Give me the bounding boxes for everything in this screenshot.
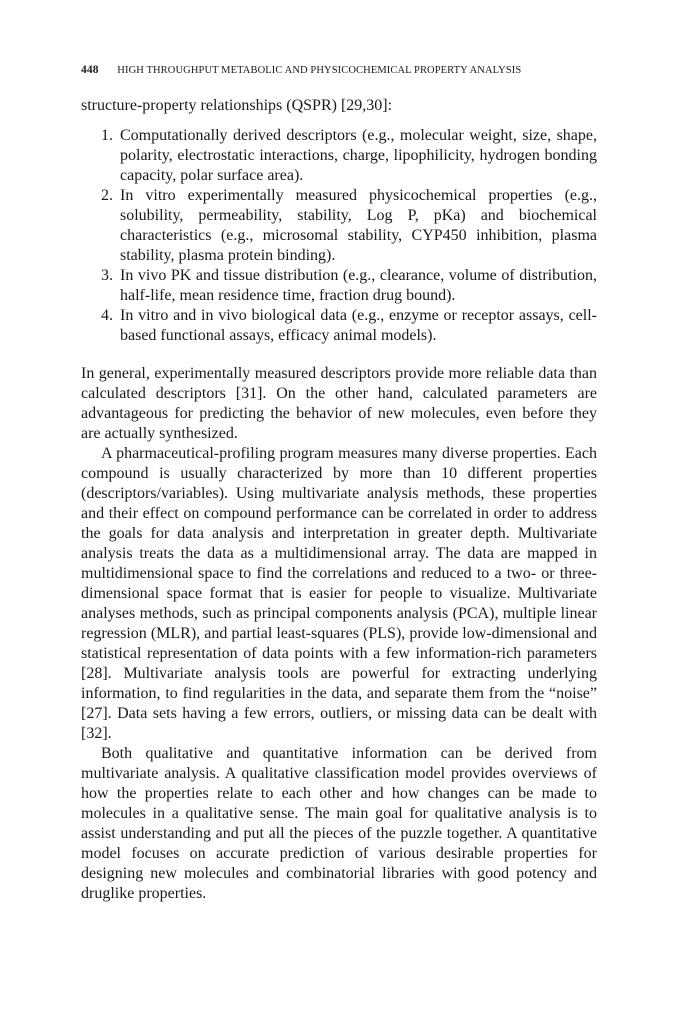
running-head-title: HIGH THROUGHPUT METABOLIC AND PHYSICOCHEMICAL PROPERTY ANALYSIS	[117, 65, 522, 76]
list-item	[81, 186, 597, 266]
descriptor-list	[81, 126, 597, 346]
list-item-number: 2.	[101, 187, 113, 204]
list-item-number: 1.	[101, 127, 113, 144]
list-item	[81, 126, 597, 186]
list-item-number: 4.	[101, 307, 113, 324]
list-item	[81, 306, 597, 346]
list-item-text: In vitro and in vivo biological data (e.g., enzyme or receptor assays, cell-based functional assays, efficacy animal models).	[120, 307, 597, 344]
list-item-text: Computationally derived descriptors (e.g., molecular weight, size, shape, polarity, electrostatic interactions, charge, lipophilicity, hydrogen bonding capacity, polar surface area).	[120, 127, 597, 184]
lead-in-sentence: structure-property relationships (QSPR) [29,30]:	[81, 97, 393, 114]
list-item-text: In vitro experimentally measured physicochemical properties (e.g., solubility, permeability, stability, Log P, pKa) and biochemical characteristics (e.g., microsomal stability, CYP450 inhibition, plasma stability, plasma protein binding).	[120, 187, 597, 264]
running-head	[81, 64, 597, 86]
page-number: 448	[81, 64, 99, 76]
paragraph-general: In general, experimentally measured descriptors provide more reliable data than calculated descriptors [31]. On the other hand, calculated parameters are advantageous for predicting the behavior of new molecules, even before they are actually synthesized.	[81, 365, 597, 442]
list-item	[81, 266, 597, 306]
list-item-number: 3.	[101, 267, 113, 284]
book-page	[81, 64, 597, 904]
paragraph-qualitative-quantitative: Both qualitative and quantitative information can be derived from multivariate analysis. A qualitative classification model provides overviews of how the properties relate to each other and how changes can be made to molecules in a qualitative sense. The main goal for qualitative analysis is to assist understanding and put all the pieces of the puzzle together. A quantitative model focuses on accurate prediction of various desirable properties for designing new molecules and combinatorial libraries with good potency and druglike properties.	[81, 745, 597, 902]
paragraph-profiling: A pharmaceutical-profiling program measures many diverse properties. Each compound is usually characterized by more than 10 different properties (descriptors/variables). Using multivariate analysis methods, these properties and their effect on compound performance can be correlated in order to address the goals for data analysis and interpretation in greater depth. Multivariate analysis treats the data as a multidimensional array. The data are mapped in multidimensional space to find the correlations and reduced to a two- or three-dimensional space format that is easier for people to visualize. Multivariate analyses methods, such as principal components analysis (PCA), multiple linear regression (MLR), and partial least-squares (PLS), provide low-dimensional and statistical representation of data points with a few information-rich parameters [28]. Multivariate analysis tools are powerful for extracting underlying information, to find regularities in the data, and separate them from the “noise” [27]. Data sets having a few errors, outliers, or missing data can be dealt with [32].	[81, 445, 597, 742]
list-item-text: In vivo PK and tissue distribution (e.g., clearance, volume of distribution, half-life, mean residence time, fraction drug bound).	[120, 267, 597, 304]
